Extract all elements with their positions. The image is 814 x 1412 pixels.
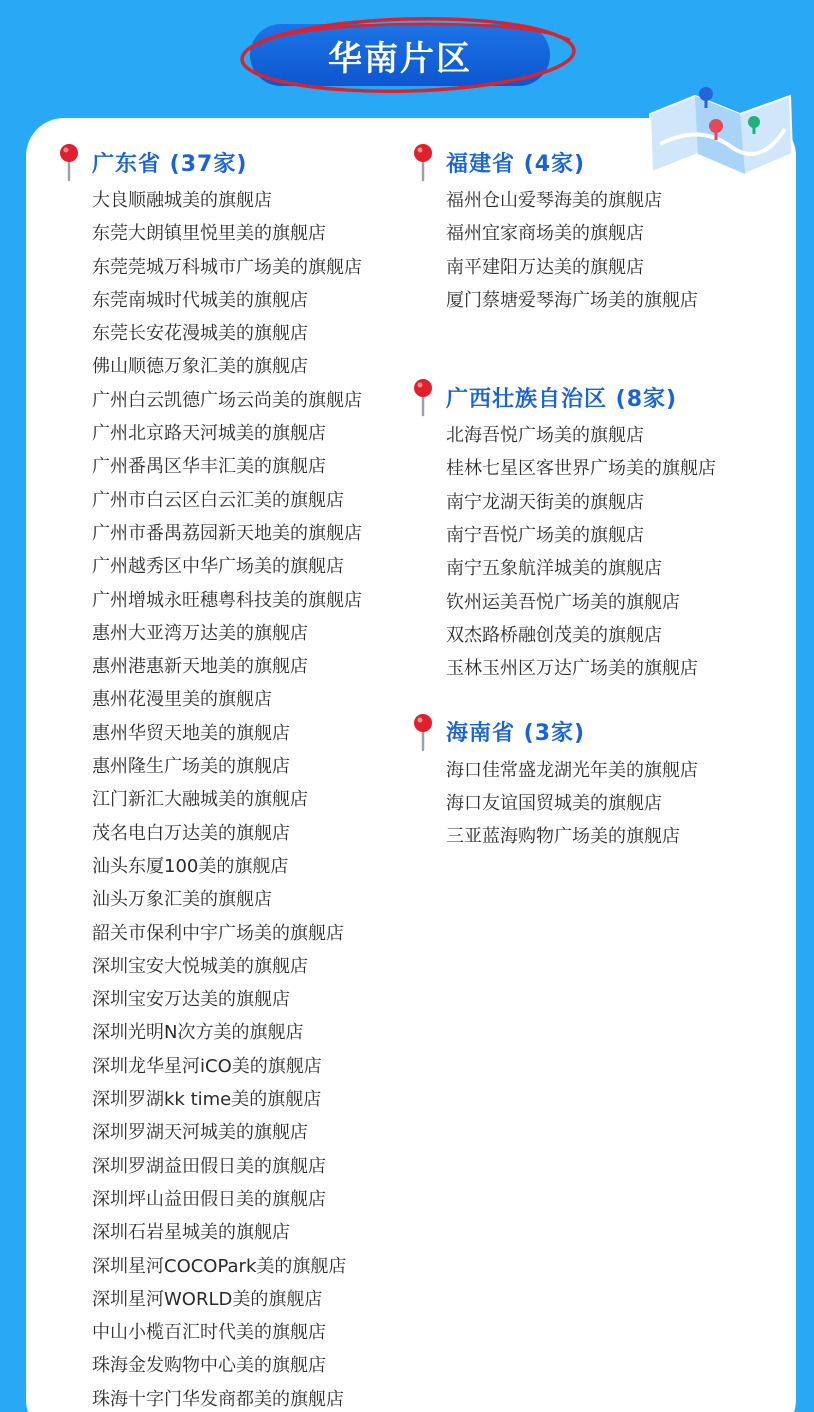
store-item: 玉林玉州区万达广场美的旗舰店	[446, 658, 698, 680]
store-item: 广州番禺区华丰汇美的旗舰店	[92, 456, 326, 478]
section-header	[410, 710, 790, 754]
right-column	[410, 140, 790, 853]
store-item: 桂林七星区客世界广场美的旗舰店	[446, 458, 716, 480]
store-item: 广州市白云区白云汇美的旗舰店	[92, 489, 344, 511]
store-item: 惠州大亚湾万达美的旗舰店	[92, 622, 308, 644]
store-item: 惠州隆生广场美的旗舰店	[92, 756, 290, 778]
section-header	[410, 140, 790, 184]
store-item: 深圳宝安万达美的旗舰店	[92, 989, 290, 1011]
store-item: 深圳光明N次方美的旗舰店	[92, 1022, 304, 1044]
store-item: 韶关市保利中宇广场美的旗舰店	[92, 922, 344, 944]
store-item: 东莞大朗镇里悦里美的旗舰店	[92, 223, 326, 245]
highlight-ring	[238, 14, 578, 96]
store-item: 茂名电白万达美的旗舰店	[92, 822, 290, 844]
store-item: 深圳石岩星城美的旗舰店	[92, 1222, 290, 1244]
map-pin-icon	[410, 712, 436, 752]
region-title-banner	[238, 14, 578, 96]
store-item: 珠海金发购物中心美的旗舰店	[92, 1355, 326, 1377]
store-item: 海口友谊国贸城美的旗舰店	[446, 792, 662, 814]
section-title: 海南省 (3家)	[446, 721, 586, 747]
section-hainan	[410, 710, 790, 854]
section-title: 广西壮族自治区 (8家)	[446, 386, 678, 412]
map-pin-icon	[56, 142, 82, 182]
store-item: 东莞南城时代城美的旗舰店	[92, 289, 308, 311]
store-item: 三亚蓝海购物广场美的旗舰店	[446, 826, 680, 848]
store-item: 中山小榄百汇时代美的旗舰店	[92, 1322, 326, 1344]
store-item: 深圳罗湖kk time美的旗舰店	[92, 1089, 322, 1111]
store-item: 福州宜家商场美的旗舰店	[446, 223, 644, 245]
section-header	[56, 140, 416, 184]
store-item: 南宁吾悦广场美的旗舰店	[446, 525, 644, 547]
store-item: 江门新汇大融城美的旗舰店	[92, 789, 308, 811]
store-item: 深圳宝安大悦城美的旗舰店	[92, 955, 308, 977]
store-item: 广州增城永旺穗粤科技美的旗舰店	[92, 589, 362, 611]
store-item: 钦州运美吾悦广场美的旗舰店	[446, 591, 680, 613]
store-item: 福州仓山爱琴海美的旗舰店	[446, 190, 662, 211]
store-list	[410, 754, 790, 854]
store-item: 南平建阳万达美的旗舰店	[446, 256, 644, 278]
store-item: 汕头万象汇美的旗舰店	[92, 889, 272, 911]
map-pin-icon	[410, 142, 436, 182]
store-list	[410, 184, 790, 317]
store-item: 南宁五象航洋城美的旗舰店	[446, 558, 662, 580]
map-pin-icon	[410, 377, 436, 417]
store-list	[410, 419, 790, 685]
section-guangxi	[410, 375, 790, 685]
store-item: 深圳星河WORLD美的旗舰店	[92, 1288, 323, 1310]
store-item: 广州北京路天河城美的旗舰店	[92, 423, 326, 445]
left-column	[56, 140, 416, 1412]
store-item: 深圳坪山益田假日美的旗舰店	[92, 1188, 326, 1210]
section-fujian	[410, 140, 790, 317]
section-title: 广东省 (37家)	[92, 151, 248, 177]
store-item: 东莞莞城万科城市广场美的旗舰店	[92, 256, 362, 278]
store-item: 广州白云凯德广场云尚美的旗舰店	[92, 389, 362, 411]
store-item: 东莞长安花漫城美的旗舰店	[92, 323, 308, 345]
section-title: 福建省 (4家)	[446, 151, 586, 177]
store-item: 惠州港惠新天地美的旗舰店	[92, 656, 308, 678]
store-item: 汕头东厦100美的旗舰店	[92, 855, 289, 877]
store-item: 深圳龙华星河iCO美的旗舰店	[92, 1055, 322, 1077]
store-item: 海口佳常盛龙湖光年美的旗舰店	[446, 759, 698, 781]
store-item: 珠海十字门华发商都美的旗舰店	[92, 1388, 344, 1410]
store-item: 惠州花漫里美的旗舰店	[92, 689, 272, 711]
store-item: 深圳罗湖天河城美的旗舰店	[92, 1122, 308, 1144]
section-guangdong	[56, 140, 416, 1412]
store-item: 佛山顺德万象汇美的旗舰店	[92, 356, 308, 378]
store-item: 广州越秀区中华广场美的旗舰店	[92, 556, 344, 578]
store-item: 广州市番禺荔园新天地美的旗舰店	[92, 522, 362, 544]
store-item: 大良顺融城美的旗舰店	[92, 190, 272, 211]
store-list	[56, 184, 416, 1412]
region-title: 华南片区	[250, 24, 550, 86]
store-item: 深圳星河COCOPark美的旗舰店	[92, 1255, 347, 1277]
store-item: 深圳罗湖益田假日美的旗舰店	[92, 1155, 326, 1177]
store-item: 厦门蔡塘爱琴海广场美的旗舰店	[446, 289, 698, 311]
store-item: 双杰路桥融创茂美的旗舰店	[446, 624, 662, 646]
store-item: 惠州华贸天地美的旗舰店	[92, 722, 290, 744]
store-item: 北海吾悦广场美的旗舰店	[446, 425, 644, 447]
store-item: 南宁龙湖天街美的旗舰店	[446, 491, 644, 513]
section-header	[410, 375, 790, 419]
